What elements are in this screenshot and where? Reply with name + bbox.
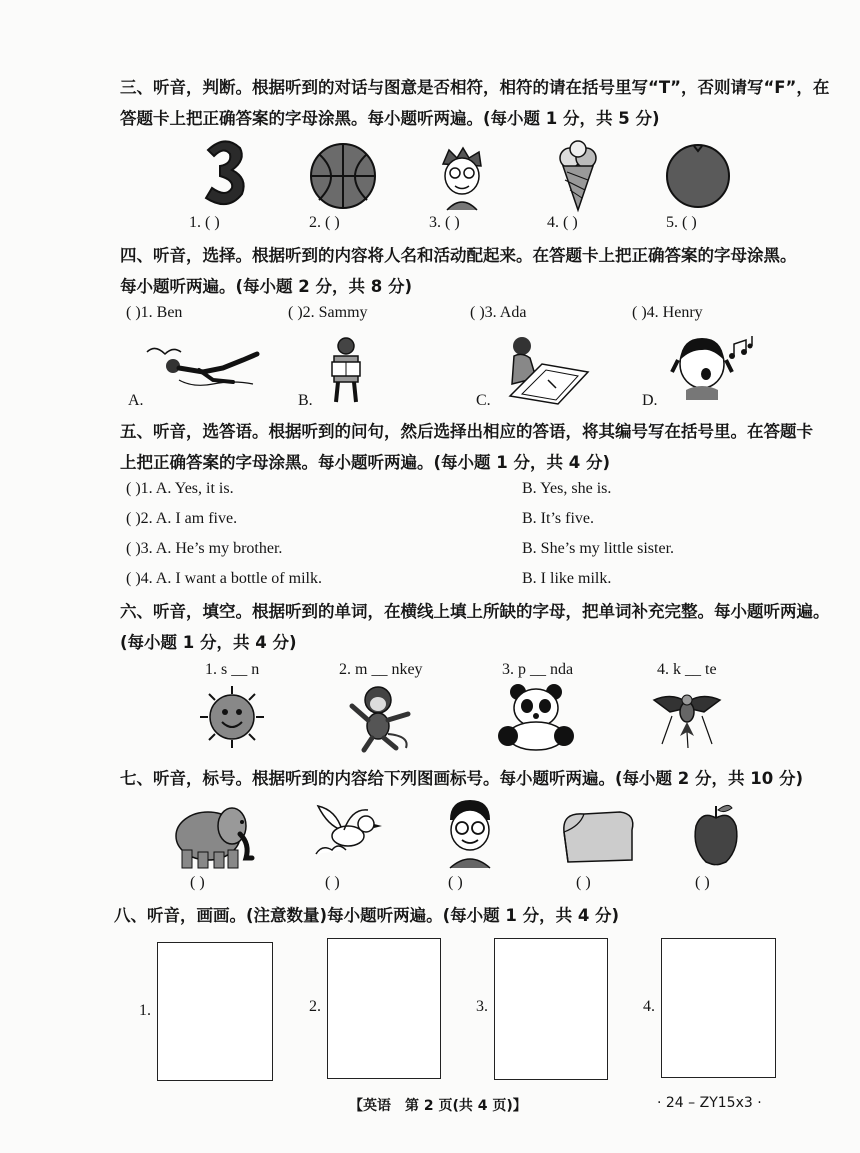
drawing-box-2[interactable] [327,938,441,1079]
section7-item-1[interactable]: ( ) [190,874,205,891]
drawing-box-4[interactable] [661,938,776,1078]
orange-icon [664,140,732,208]
reading-icon [326,336,366,406]
section3-title-line2: 答题卡上把正确答案的字母涂黑。每小题听两遍。(每小题 1 分，共 5 分) [120,109,660,128]
section3-title-line1: 三、听音，判断。根据听到的对话与图意是否相符，相符的请在括号里写“T”，否则请写“F”，在 [120,78,830,97]
section4-option-b: B. [298,392,313,409]
section5-title-line1: 五、听音，选答语。根据听到的问句，然后选择出相应的答语，将其编号写在括号里。在答题卡 [120,422,813,441]
footer-page-info: 【英语 第 2 页(共 4 页)】 [349,1098,527,1114]
section5-row3-b: B. She’s my little sister. [522,540,675,557]
boy-with-glasses-icon [437,146,487,210]
section4-name-4[interactable]: ( )4. Henry [632,304,703,321]
section4-name-1[interactable]: ( )1. Ben [126,304,183,321]
section8-label-3: 3. [476,998,488,1015]
bread-icon [558,806,636,866]
section4-title-line2: 每小题听两遍。(每小题 2 分，共 8 分) [120,277,413,296]
footer-code: · 24 – ZY15x3 · [657,1095,762,1111]
section4-option-a: A. [128,392,144,409]
section3-item-5[interactable]: 5. ( ) [666,214,697,231]
singing-icon [672,334,756,400]
section7-item-2[interactable]: ( ) [325,874,340,891]
section5-row4-b: B. I like milk. [522,570,612,587]
drawing-box-1[interactable] [157,942,273,1081]
section7-item-4[interactable]: ( ) [576,874,591,891]
section4-option-c: C. [476,392,491,409]
monkey-icon [346,684,416,752]
ice-cream-icon [558,140,598,212]
kite-icon [652,686,722,750]
section5-row1-b: B. Yes, she is. [522,480,612,497]
basketball-icon [309,142,377,210]
drawing-box-3[interactable] [494,938,608,1080]
apple-icon [692,802,740,868]
section6-word-1[interactable]: 1. s __ n [205,661,260,678]
section5-row1-a[interactable]: ( )1. A. Yes, it is. [126,480,234,497]
section3-item-4[interactable]: 4. ( ) [547,214,578,231]
section4-title-line1: 四、听音，选择。根据听到的内容将人名和活动配起来。在答题卡上把正确答案的字母涂黑。 [120,246,797,265]
section4-name-2[interactable]: ( )2. Sammy [288,304,368,321]
section7-title: 七、听音，标号。根据听到的内容给下列图画标号。每小题听两遍。(每小题 2 分，共 10 分) [120,769,804,788]
boy-icon [440,798,500,868]
section4-option-d: D. [642,392,658,409]
section4-name-3[interactable]: ( )3. Ada [470,304,527,321]
swimming-icon [143,340,261,392]
bird-icon [308,800,388,866]
section8-label-1: 1. [139,1002,151,1019]
section5-title-line2: 上把正确答案的字母涂黑。每小题听两遍。(每小题 1 分，共 4 分) [120,453,611,472]
sun-icon [198,684,266,750]
elephant-icon [170,800,256,870]
section5-row4-a[interactable]: ( )4. A. I want a bottle of milk. [126,570,322,587]
section6-title-line1: 六、听音，填空。根据听到的单词，在横线上填上所缺的字母，把单词补充完整。每小题听两遍。 [120,602,830,621]
section7-item-3[interactable]: ( ) [448,874,463,891]
section6-word-4[interactable]: 4. k __ te [657,661,717,678]
section5-row2-b: B. It’s five. [522,510,594,527]
section8-title: 八、听音，画画。(注意数量)每小题听两遍。(每小题 1 分，共 4 分) [114,906,620,925]
section3-item-2[interactable]: 2. ( ) [309,214,340,231]
section6-word-3[interactable]: 3. p __ nda [502,661,574,678]
section8-label-2: 2. [309,998,321,1015]
section7-item-5[interactable]: ( ) [695,874,710,891]
section6-title-line2: (每小题 1 分，共 4 分) [120,633,297,652]
section3-item-3[interactable]: 3. ( ) [429,214,460,231]
section5-row3-a[interactable]: ( )3. A. He’s my brother. [126,540,283,557]
section3-item-1[interactable]: 1. ( ) [189,214,220,231]
panda-icon [496,684,576,750]
section8-label-4: 4. [643,998,655,1015]
section6-word-2[interactable]: 2. m __ nkey [339,661,423,678]
section5-row2-a[interactable]: ( )2. A. I am five. [126,510,238,527]
drawing-icon [492,334,590,404]
number-three-icon [202,138,248,208]
